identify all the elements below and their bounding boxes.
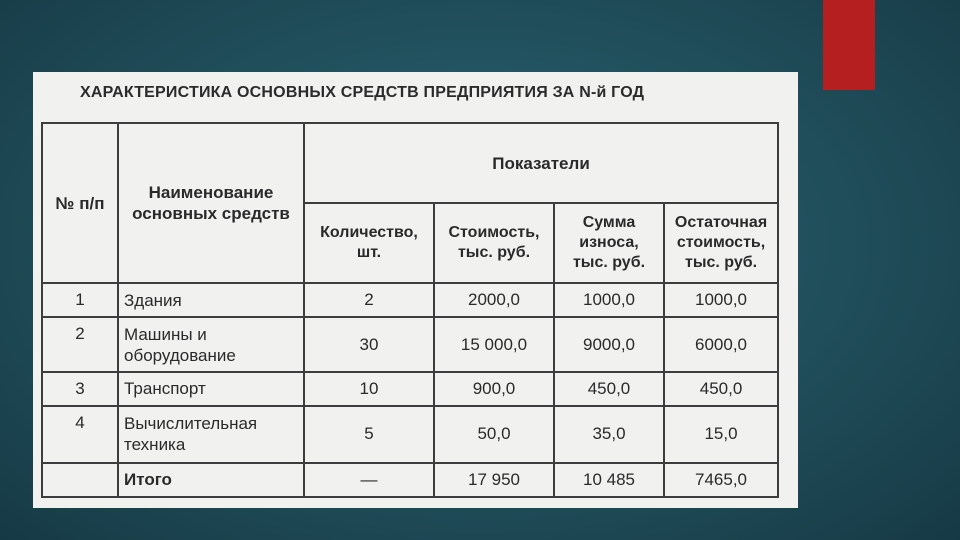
- table-title: ХАРАКТЕРИСТИКА ОСНОВНЫХ СРЕДСТВ ПРЕДПРИЯТИЯ ЗА N-й ГОД: [80, 84, 645, 101]
- row-name: Здания: [118, 283, 304, 317]
- total-row: [42, 463, 778, 497]
- total-label: Итого: [118, 463, 304, 497]
- row-residual: 1000,0: [664, 283, 778, 317]
- row-depreciation: 450,0: [554, 372, 664, 406]
- row-cost: 900,0: [434, 372, 554, 406]
- header-depreciation: Сумма износа, тыс. руб.: [554, 203, 664, 283]
- total-residual: 7465,0: [664, 463, 778, 497]
- row-index: 2: [42, 317, 118, 372]
- document-sheet: [33, 72, 798, 508]
- row-residual: 15,0: [664, 406, 778, 463]
- header-residual: Остаточная стоимость, тыс. руб.: [664, 203, 778, 283]
- row-depreciation: 35,0: [554, 406, 664, 463]
- header-quantity: Количество, шт.: [304, 203, 434, 283]
- row-quantity: 30: [304, 317, 434, 372]
- table-row: [42, 283, 778, 317]
- table-row: [42, 406, 778, 463]
- row-cost: 15 000,0: [434, 317, 554, 372]
- row-cost: 50,0: [434, 406, 554, 463]
- row-quantity: 2: [304, 283, 434, 317]
- row-depreciation: 9000,0: [554, 317, 664, 372]
- header-indicators: Показатели: [304, 123, 778, 203]
- row-quantity: 5: [304, 406, 434, 463]
- row-name: Вычислительная техника: [118, 406, 304, 463]
- fixed-assets-table: [41, 122, 779, 498]
- row-depreciation: 1000,0: [554, 283, 664, 317]
- row-index: 4: [42, 406, 118, 463]
- row-index: 1: [42, 283, 118, 317]
- header-name: Наименование основных средств: [118, 123, 304, 283]
- accent-bar: [823, 0, 875, 90]
- row-name: Машины и оборудование: [118, 317, 304, 372]
- total-quantity: —: [304, 463, 434, 497]
- row-cost: 2000,0: [434, 283, 554, 317]
- row-residual: 450,0: [664, 372, 778, 406]
- table-row: [42, 372, 778, 406]
- row-residual: 6000,0: [664, 317, 778, 372]
- row-name: Транспорт: [118, 372, 304, 406]
- header-index: № п/п: [42, 123, 118, 283]
- total-index: [42, 463, 118, 497]
- row-quantity: 10: [304, 372, 434, 406]
- table-row: [42, 317, 778, 372]
- total-cost: 17 950: [434, 463, 554, 497]
- row-index: 3: [42, 372, 118, 406]
- header-cost: Стоимость, тыс. руб.: [434, 203, 554, 283]
- total-depreciation: 10 485: [554, 463, 664, 497]
